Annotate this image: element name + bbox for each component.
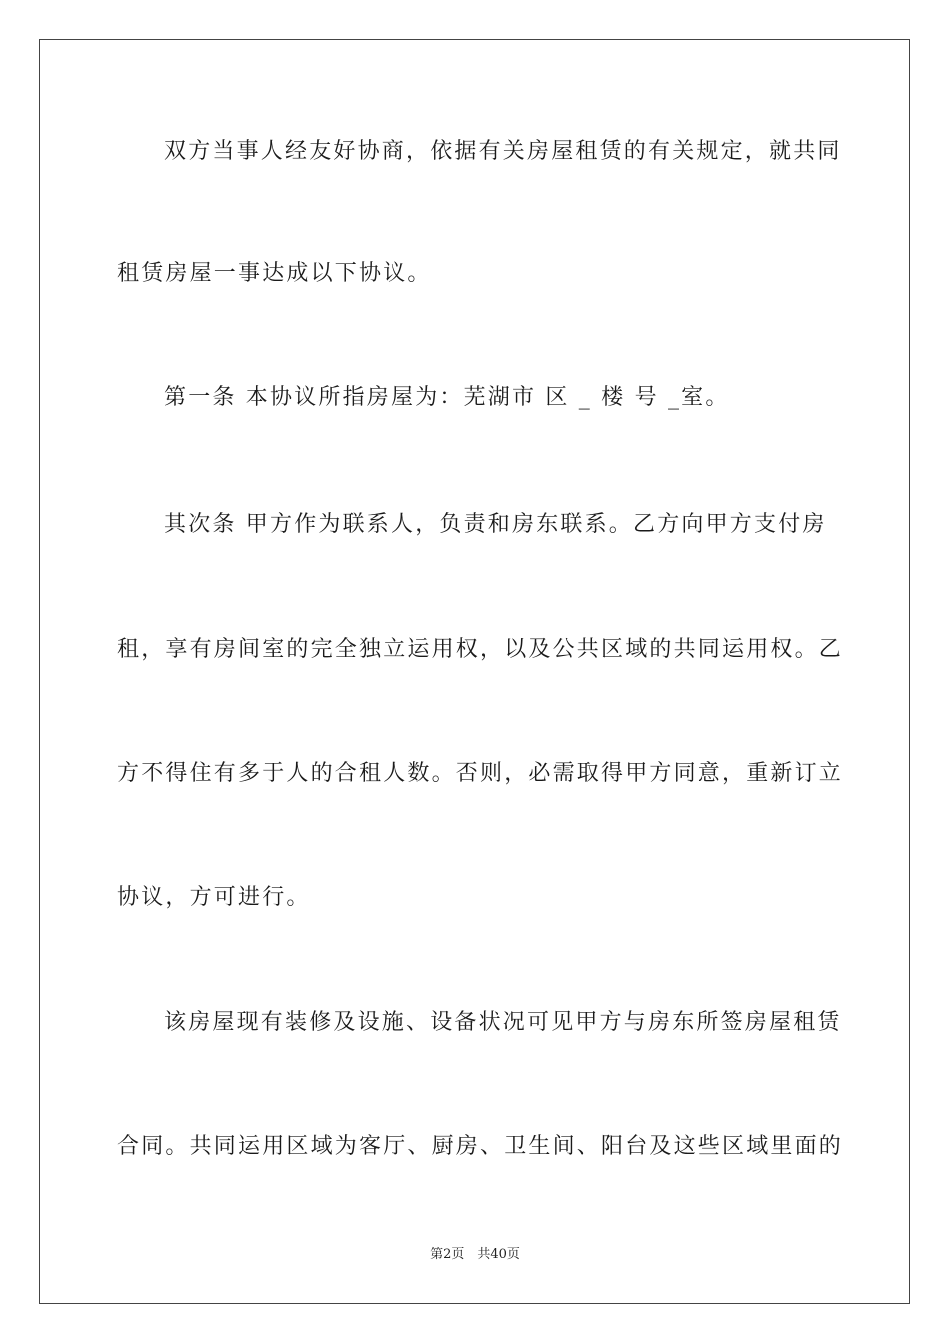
- paragraph-line-4: 其次条 甲方作为联系人，负责和房东联系。乙方向甲方支付房: [164, 512, 827, 537]
- paragraph-line-9: 合同。共同运用区域为客厅、厨房、卫生间、阳台及这些区域里面的: [117, 1134, 844, 1159]
- paragraph-line-8: 该房屋现有装修及设施、设备状况可见甲方与房东所签房屋租赁: [164, 1010, 842, 1035]
- paragraph-line-7: 协议，方可进行。: [117, 885, 311, 910]
- page-number-footer: 第2页 共40页: [430, 1247, 520, 1262]
- page-frame: [39, 39, 910, 1304]
- paragraph-line-1: 双方当事人经友好协商，依据有关房屋租赁的有关规定，就共同: [164, 139, 842, 164]
- paragraph-line-6: 方不得住有多于人的合租人数。否则，必需取得甲方同意，重新订立: [117, 761, 844, 786]
- paragraph-line-5: 租，享有房间室的完全独立运用权，以及公共区域的共同运用权。乙: [117, 637, 844, 662]
- paragraph-line-3: 第一条 本协议所指房屋为：芜湖市 区 _ 楼 号 _室。: [164, 385, 730, 410]
- paragraph-line-2: 租赁房屋一事达成以下协议。: [117, 261, 432, 286]
